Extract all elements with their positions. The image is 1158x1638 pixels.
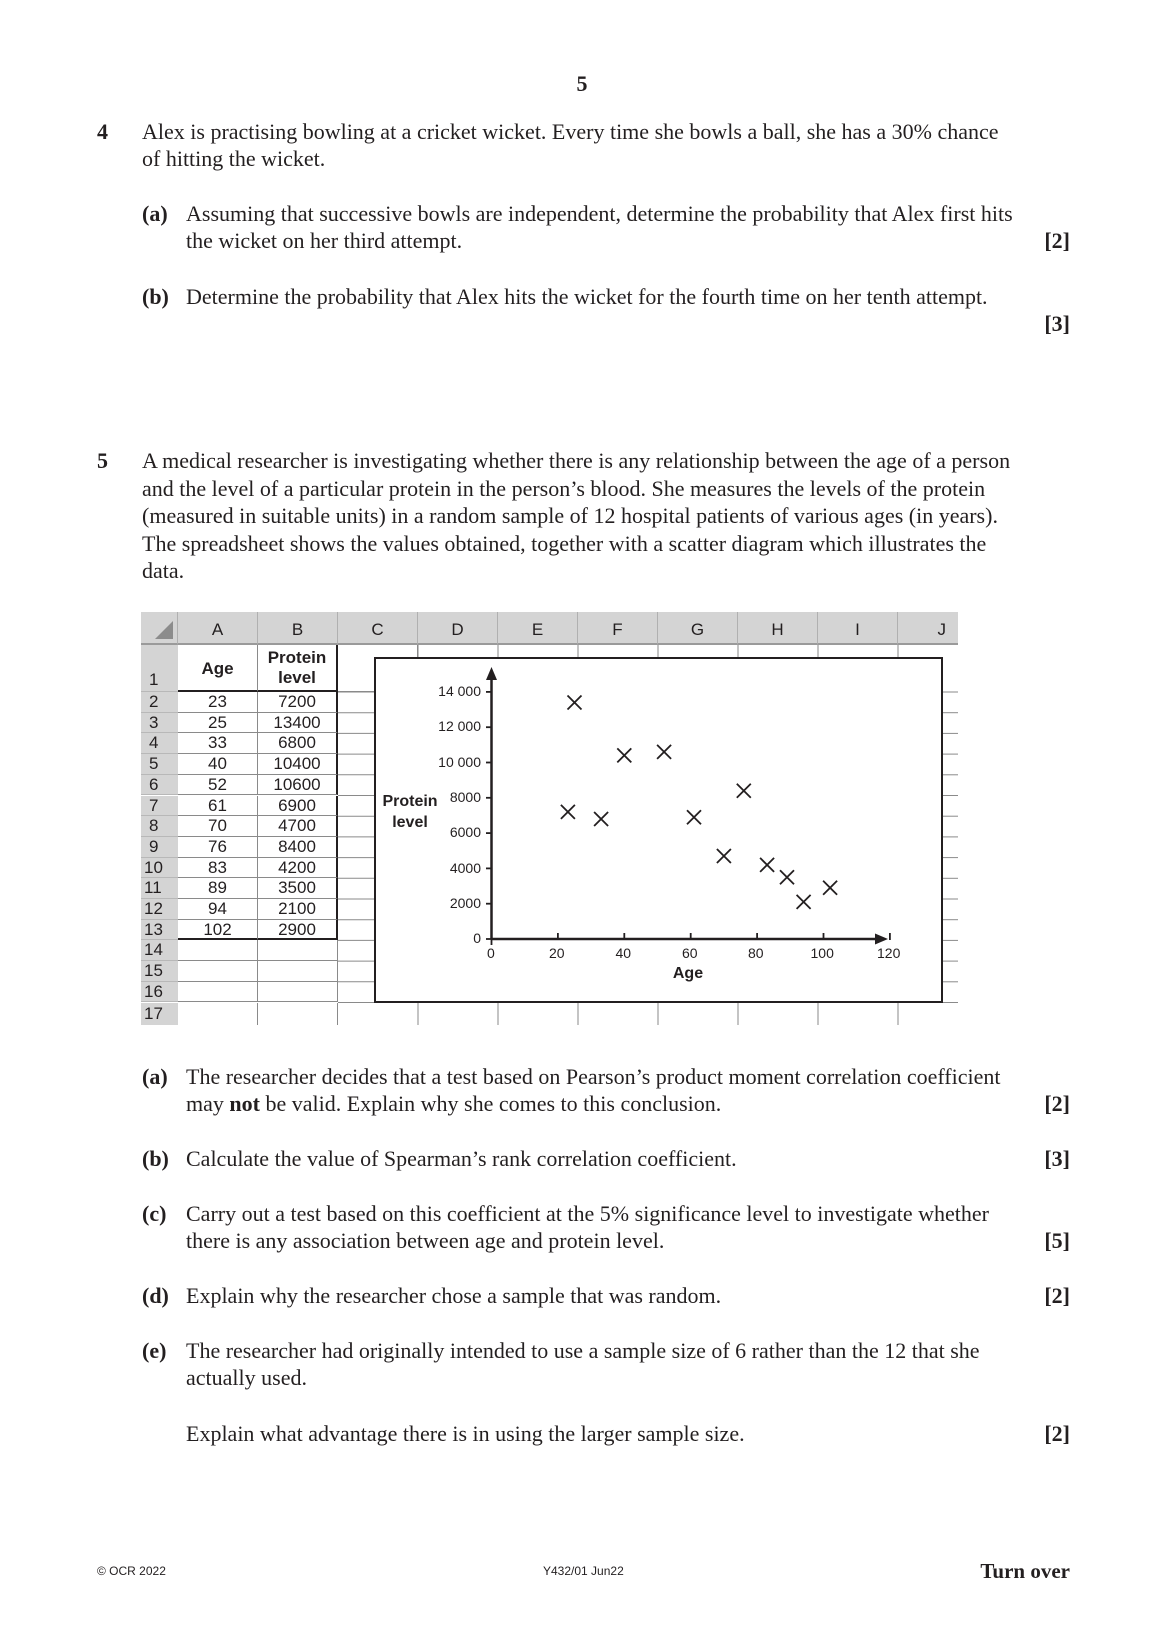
y-tick-label: 4000: [449, 859, 481, 876]
question-5e-line-2: actually used.: [186, 1365, 307, 1390]
column-header-j[interactable]: J: [898, 612, 958, 645]
data-points: [561, 696, 837, 909]
x-tick-label: 100: [810, 945, 834, 961]
row-header-4[interactable]: 4: [141, 733, 178, 754]
cell-empty[interactable]: [178, 982, 258, 1003]
cell-age[interactable]: 70: [178, 816, 258, 837]
cell-empty[interactable]: [178, 1003, 258, 1026]
question-4b-line-1: Determine the probability that Alex hits the wicket for the fourth time on her tenth attempt.: [186, 284, 988, 309]
data-point-x-icon: [797, 895, 811, 909]
question-5e-line-3: Explain what advantage there is in using the larger sample size.: [186, 1421, 745, 1446]
column-header-h[interactable]: H: [738, 612, 818, 645]
cell-a1-age-header[interactable]: Age: [178, 645, 258, 692]
cell-protein[interactable]: 10600: [258, 775, 338, 796]
footer-paper-code: Y432/01 Jun22: [543, 1564, 624, 1578]
y-tick-label: 2000: [449, 895, 481, 911]
cell-protein[interactable]: 2900: [258, 920, 338, 941]
data-point-x-icon: [760, 858, 774, 872]
question-5e-line-1: The researcher had originally intended to use a sample size of 6 rather than the 12 that she: [186, 1338, 980, 1363]
question-5a-line-1: The researcher decides that a test based on Pearson’s product moment correlation coefficient: [186, 1064, 1001, 1089]
question-5c-line-1: Carry out a test based on this coefficient at the 5% significance level to investigate whether: [186, 1201, 989, 1226]
question-5e-label: (e): [142, 1338, 167, 1363]
protein-header-line-2: level: [278, 668, 316, 687]
cell-protein[interactable]: 6900: [258, 796, 338, 817]
x-tick-label: 120: [877, 945, 901, 961]
y-axis-title-line-1: Protein: [382, 793, 438, 810]
x-tick-label: 20: [549, 945, 565, 961]
x-tick-label: 40: [615, 945, 632, 961]
cell-protein[interactable]: 6800: [258, 733, 338, 754]
question-5-stem-line-1: A medical researcher is investigating whether there is any relationship between the age of a person: [142, 448, 1011, 473]
question-4a-line-1: Assuming that successive bowls are independent, determine the probability that Alex first hits: [186, 201, 1013, 226]
row-header-8[interactable]: 8: [141, 816, 178, 837]
row-header-11[interactable]: 11: [141, 878, 178, 899]
cell-empty[interactable]: [258, 961, 338, 982]
question-5b-marks: [3]: [1044, 1146, 1070, 1171]
cell-empty[interactable]: [178, 961, 258, 982]
question-4a-line-2: the wicket on her third attempt.: [186, 228, 463, 253]
question-4-stem-line-1: Alex is practising bowling at a cricket wicket. Every time she bowls a ball, she has a 30% chance: [142, 119, 999, 144]
question-5d-label: (d): [142, 1283, 169, 1308]
cell-b1-protein-header[interactable]: [258, 645, 338, 692]
x-axis-arrow-icon: [875, 934, 888, 945]
question-4a-label: (a): [142, 201, 168, 226]
row-header-12[interactable]: 12: [141, 899, 178, 920]
x-tick-label: 80: [748, 945, 764, 961]
cell-age[interactable]: 76: [178, 837, 258, 858]
row-header-10[interactable]: 10: [141, 858, 178, 879]
scatter-chart[interactable]: [374, 657, 943, 1003]
y-tick-label: 10 000: [438, 753, 481, 770]
cell-age[interactable]: 102: [178, 920, 258, 941]
cell-empty[interactable]: [178, 940, 258, 961]
question-5a-line-2-post: be valid. Explain why she comes to this conclusion.: [259, 1091, 722, 1116]
question-5-stem-line-4: The spreadsheet shows the values obtained, together with a scatter diagram which illustrates the: [142, 530, 987, 556]
row-header-5[interactable]: 5: [141, 754, 178, 775]
data-point-x-icon: [657, 745, 671, 759]
x-tick-label: 60: [682, 945, 698, 961]
column-header-g[interactable]: G: [658, 612, 738, 645]
question-4a-marks: [2]: [1044, 228, 1070, 253]
column-header-f[interactable]: F: [578, 612, 658, 645]
data-point-x-icon: [717, 849, 731, 863]
question-5d-marks: [2]: [1044, 1283, 1070, 1308]
column-header-d[interactable]: D: [418, 612, 498, 645]
data-point-x-icon: [568, 696, 582, 710]
column-header-b[interactable]: B: [258, 612, 338, 645]
y-tick-label: 12 000: [438, 718, 481, 734]
y-tick-label: 0: [473, 930, 481, 946]
row-header-1[interactable]: 1: [141, 645, 178, 692]
row-header-16[interactable]: 16: [141, 982, 178, 1003]
cell-age[interactable]: 83: [178, 858, 258, 879]
cell-protein[interactable]: 10400: [258, 754, 338, 775]
data-point-x-icon: [823, 881, 837, 895]
cell-protein[interactable]: 7200: [258, 692, 338, 713]
question-5e-marks: [2]: [1044, 1421, 1070, 1446]
column-header-a[interactable]: A: [178, 612, 258, 645]
x-axis-title: Age: [672, 965, 704, 982]
question-5b-line-1: Calculate the value of Spearman’s rank correlation coefficient.: [186, 1146, 737, 1171]
y-axis-title-line-2: level: [392, 814, 428, 831]
data-point-x-icon: [737, 784, 751, 798]
row-header-6[interactable]: 6: [141, 775, 178, 796]
row-header-7[interactable]: 7: [141, 796, 178, 817]
question-4-stem-line-2: of hitting the wicket.: [142, 146, 326, 171]
cell-protein[interactable]: 2100: [258, 899, 338, 920]
footer-copyright: © OCR 2022: [97, 1564, 166, 1578]
row-header-14[interactable]: 14: [141, 940, 178, 961]
cell-age[interactable]: 52: [178, 775, 258, 796]
cell-empty[interactable]: [258, 982, 338, 1003]
row-header-13[interactable]: 13: [141, 920, 178, 941]
question-5d-line-1: Explain why the researcher chose a sample that was random.: [186, 1283, 722, 1308]
cell-age[interactable]: 40: [178, 754, 258, 775]
cell-empty[interactable]: [258, 940, 338, 961]
data-point-x-icon: [687, 810, 701, 824]
question-4b-marks: [3]: [1044, 311, 1070, 336]
row-header-15[interactable]: 15: [141, 961, 178, 982]
question-5c-marks: [5]: [1044, 1228, 1070, 1253]
column-header-c[interactable]: C: [338, 612, 418, 645]
row-header-3[interactable]: 3: [141, 713, 178, 734]
cell-protein[interactable]: 3500: [258, 878, 338, 899]
row-header-2[interactable]: 2: [141, 692, 178, 713]
cell-age[interactable]: 23: [178, 692, 258, 713]
cell-empty[interactable]: [258, 1003, 338, 1026]
question-5c-line-2: there is any association between age and protein level.: [186, 1228, 665, 1253]
question-5c-label: (c): [142, 1201, 167, 1226]
cell-age[interactable]: 33: [178, 733, 258, 754]
question-5a-marks: [2]: [1044, 1091, 1070, 1116]
cell-age[interactable]: 25: [178, 713, 258, 734]
question-5a-emphasis: not: [229, 1091, 260, 1116]
question-5b-label: (b): [142, 1146, 169, 1171]
y-tick-label: 8000: [449, 789, 481, 805]
data-point-x-icon: [617, 748, 631, 762]
column-header-i[interactable]: I: [818, 612, 898, 645]
cell-age[interactable]: 61: [178, 796, 258, 817]
question-5-number: 5: [97, 448, 108, 473]
question-5-stem-line-3: (measured in suitable units) in a random sample of 12 hospital patients of various ages (in years).: [142, 503, 998, 528]
y-tick-label: 6000: [449, 824, 481, 840]
x-tick-label: 0: [487, 945, 495, 961]
cell-protein[interactable]: 13400: [258, 713, 338, 734]
cell-protein[interactable]: 8400: [258, 837, 338, 858]
y-axis-title: [378, 791, 442, 833]
cell-protein[interactable]: 4700: [258, 816, 338, 837]
cell-age[interactable]: 89: [178, 878, 258, 899]
page-number: 5: [576, 71, 588, 96]
row-header-17[interactable]: 17: [141, 1003, 178, 1026]
footer-turn-over: Turn over: [980, 1559, 1070, 1583]
row-header-9[interactable]: 9: [141, 837, 178, 858]
question-5-stem-line-5: data.: [142, 558, 185, 583]
cell-age[interactable]: 94: [178, 899, 258, 920]
data-point-x-icon: [594, 812, 608, 826]
y-tick-label: 14 000: [438, 683, 481, 699]
protein-header-line-1: Protein: [267, 648, 327, 667]
question-5a-label: (a): [142, 1064, 168, 1089]
data-point-x-icon: [780, 870, 794, 884]
question-4b-label: (b): [142, 284, 169, 309]
cell-protein[interactable]: 4200: [258, 858, 338, 879]
column-header-e[interactable]: E: [498, 612, 578, 645]
question-5-stem-line-2: and the level of a particular protein in the person’s blood. She measures the levels of the protein: [142, 475, 986, 501]
data-point-x-icon: [561, 805, 575, 819]
y-axis-arrow-icon: [486, 667, 497, 680]
question-5a-line-2-pre: may: [186, 1091, 230, 1116]
question-5a-line-2: [186, 1090, 721, 1118]
question-4-number: 4: [97, 119, 108, 144]
